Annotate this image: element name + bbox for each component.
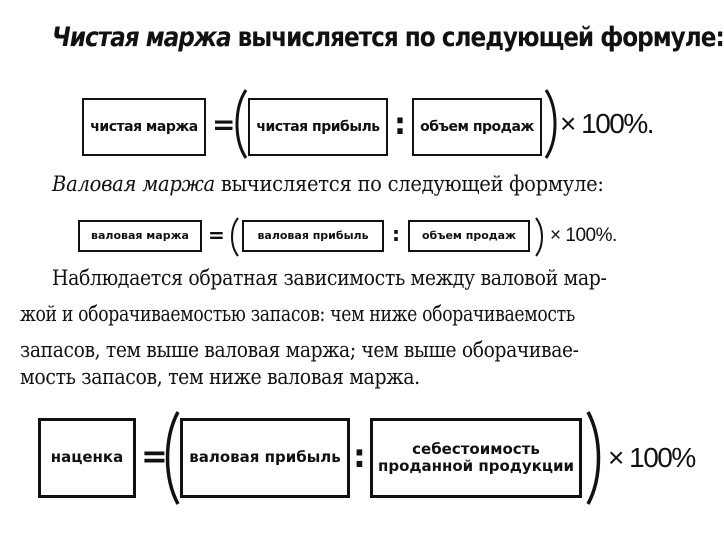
gross-margin-intro: [52, 172, 604, 196]
markup-denominator-box: [370, 418, 582, 498]
markup-close-paren-icon: [586, 410, 604, 506]
net-margin-open-paren-icon: [232, 88, 248, 160]
markup-multiplier: × 100%: [608, 442, 695, 473]
net-margin-denominator-box: объем продаж: [412, 98, 542, 156]
net-margin-close-paren-icon: [544, 88, 560, 160]
paragraph-line-4: мость запасов, тем ниже валовая маржа.: [20, 365, 420, 389]
gross-margin-term: Валовая маржа: [52, 172, 215, 196]
gross-margin-open-paren-icon: [228, 216, 240, 258]
net-margin-result-box: чистая маржа: [82, 98, 206, 156]
markup-denominator-line-2: проданной продукции: [377, 457, 575, 475]
gross-margin-multiplier: × 100%.: [550, 225, 617, 246]
markup-result-box: наценка: [38, 418, 136, 498]
paragraph-line-2: жой и оборачиваемостью запасов: чем ниже оборачиваемость: [20, 302, 575, 326]
markup-denominator-line-1: себестоимость: [412, 439, 540, 458]
net-margin-numerator-box: чистая прибыль: [248, 98, 388, 156]
net-margin-intro-text: вычисляется по следующей формуле:: [230, 22, 724, 53]
gross-margin-numerator-box: валовая прибыль: [242, 220, 384, 252]
net-margin-multiplier: × 100%.: [560, 108, 654, 139]
paragraph-line-4-clip: [20, 362, 540, 389]
net-margin-term: Чистая маржа: [52, 22, 231, 53]
net-margin-intro: [52, 22, 724, 53]
markup-divide-sign: :: [353, 437, 366, 475]
markup-open-paren-icon: [162, 410, 180, 506]
gross-margin-divide-sign: :: [392, 222, 400, 246]
net-margin-divide-sign: :: [394, 107, 406, 142]
gross-margin-result-box: валовая маржа: [78, 220, 202, 252]
gross-margin-intro-text: вычисляется по следующей формуле:: [214, 172, 604, 196]
gross-margin-equals-sign: =: [208, 223, 225, 247]
paragraph-line-3: запасов, тем выше валовая маржа; чем выше оборачивае-: [20, 338, 579, 362]
paragraph-line-1: Наблюдается обратная зависимость между валовой мар-: [52, 266, 607, 290]
markup-equals-sign: =: [141, 437, 168, 475]
gross-margin-close-paren-icon: [534, 216, 546, 258]
net-margin-equals-sign: =: [212, 108, 236, 141]
markup-numerator-box: валовая прибыль: [180, 418, 350, 498]
gross-margin-denominator-box: объем продаж: [408, 220, 530, 252]
